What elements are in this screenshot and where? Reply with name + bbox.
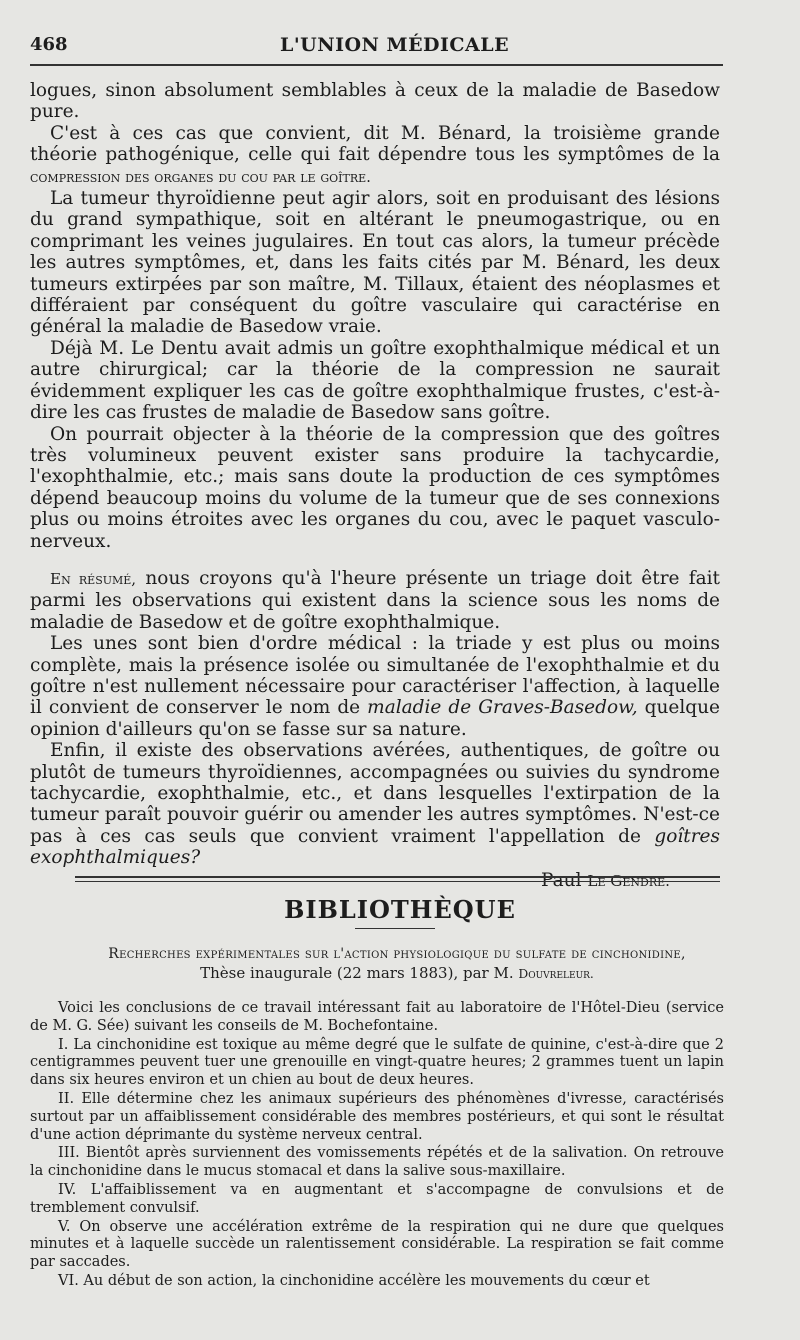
- review-body: [30, 1000, 724, 1292]
- header-rule: [30, 64, 723, 66]
- paragraph: [30, 633, 720, 740]
- book-subtitle: Thèse inaugurale (22 mars 1883), par M. Douvreleur.: [200, 964, 594, 982]
- book-author: Douvreleur.: [518, 967, 594, 981]
- paragraph: La tumeur thyroïdienne peut agir alors, soit en produisant des lésions du grand sympathique, soit en altérant le pneumogastrique, ou en comprimant les veines jugulaires. En tout cas alors, la tumeur précède les autres symptômes, et, dans les faits cités par M. Bénard, les deux tumeurs extirpées par son maître, M. Tillaux, étaient des néoplasmes et différaient par conséquent du goître vasculaire qui caractérise en général la maladie de Basedow vraie.: [30, 188, 720, 338]
- page-header: [30, 32, 720, 60]
- italic-term: maladie de Graves-Basedow,: [367, 697, 638, 719]
- title-underline: [355, 928, 435, 929]
- author-signature: Paul Le Gendre.: [541, 869, 670, 891]
- review-paragraph: I. La cinchonidine est toxique au même degré que le sulfate de quinine, c'est-à-dire que 2 centigrammes peuvent tuer une grenouille en vingt-quatre heures; 2 grammes tuent un lapin dans six heures environ et un chien au bout de deux heures.: [30, 1036, 724, 1089]
- emphasis-smallcaps: compression des organes du cou par le goître.: [30, 167, 371, 186]
- paragraph: Déjà M. Le Dentu avait admis un goître exophthalmique médical et un autre chirurgical; car la théorie de la compression ne saurait évidemment expliquer les cas de goître exophthalmique frustes, c'est-à-dire les cas frustes de maladie de Basedow sans goître.: [30, 337, 720, 424]
- italic-term: goîtres exophthalmiques?: [30, 825, 720, 869]
- review-paragraph: II. Elle détermine chez les animaux supérieurs des phénomènes d'ivresse, caractérisés surtout par un affaiblissement considérable des membres postérieurs, et qui sont le résultat d'une action déprimante du système nerveux central.: [30, 1090, 724, 1143]
- running-title: L'UNION MÉDICALE: [280, 34, 510, 56]
- emphasis-smallcaps: En résumé,: [50, 569, 137, 588]
- paragraph-text: nous croyons qu'à l'heure présente un triage doit être fait parmi les observations qui existent dans la science sous les noms de maladie de Basedow et de goître exophthalmique.: [30, 567, 720, 633]
- paragraph-text: Les unes sont bien d'ordre médical : la triade y est plus ou moins complète, mais la présence isolée ou simultanée de l'exophthalmie et du goître n'est nullement nécessaire pour caractériser l'affection, à laquelle il convient de conserver le nom de: [30, 633, 720, 719]
- paragraph: [30, 123, 720, 188]
- review-paragraph: IV. L'affaiblissement va en augmentant et s'accompagne de convulsions et de tremblement convulsif.: [30, 1181, 724, 1216]
- paragraph: logues, sinon absolument semblables à ceux de la maladie de Basedow pure.: [30, 80, 720, 123]
- paragraph: [30, 740, 720, 868]
- paragraph-text: C'est à ces cas que convient, dit M. Bénard, la troisième grande théorie pathogénique, celle qui fait dépendre tous les symptômes de la: [30, 122, 720, 166]
- review-paragraph: III. Bientôt après surviennent des vomissements répétés et de la salivation. On retrouve la cinchonidine dans le mucus stomacal et dans la salive sous-maxillaire.: [30, 1145, 724, 1180]
- article-body: [30, 80, 720, 892]
- book-reference: [72, 945, 722, 984]
- section-title: BIBLIOTHÈQUE: [284, 895, 516, 924]
- book-title: Recherches expérimentales sur l'action physiologique du sulfate de cinchonidine,: [108, 946, 686, 962]
- review-paragraph: VI. Au début de son action, la cinchonidine accélère les mouvements du cœur et: [58, 1272, 650, 1289]
- paragraph: On pourrait objecter à la théorie de la compression que des goîtres très volumineux peuvent exister sans produire la tachycardie, l'exophthalmie, etc.; mais sans doute la production de ces symptômes dépend beaucoup moins du volume de la tumeur que de ses connexions plus ou moins étroites avec les organes du cou, avec le paquet vasculo-nerveux.: [30, 423, 720, 552]
- section-double-rule-top: [75, 876, 720, 878]
- page-number: 468: [30, 34, 68, 55]
- paragraph-text: Enfin, il existe des observations avérées, authentiques, de goître ou plutôt de tumeurs thyroïdiennes, accompagnées ou suivies du syndrome tachycardie, exophthalmie, etc., et dans lesquelles l'extirpation de la tumeur paraît pouvoir guérir ou amender les autres symptômes. N'est-ce pas à ces cas seuls que convient vraiment l'appellation de: [30, 740, 720, 847]
- review-paragraph: V. On observe une accélération extrême de la respiration qui ne dure que quelques minutes et à laquelle succède un ralentissement considérable. La respiration se fait comme par saccades.: [30, 1218, 724, 1271]
- paragraph: [30, 568, 720, 633]
- paragraph-text: quelque opinion d'ailleurs qu'on se fasse sur sa nature.: [30, 697, 720, 740]
- review-paragraph: Voici les conclusions de ce travail intéressant fait au laboratoire de l'Hôtel-Dieu (service de M. G. Sée) suivant les conseils de M. Bochefontaine.: [30, 1000, 724, 1034]
- section-double-rule-bottom: [75, 881, 720, 882]
